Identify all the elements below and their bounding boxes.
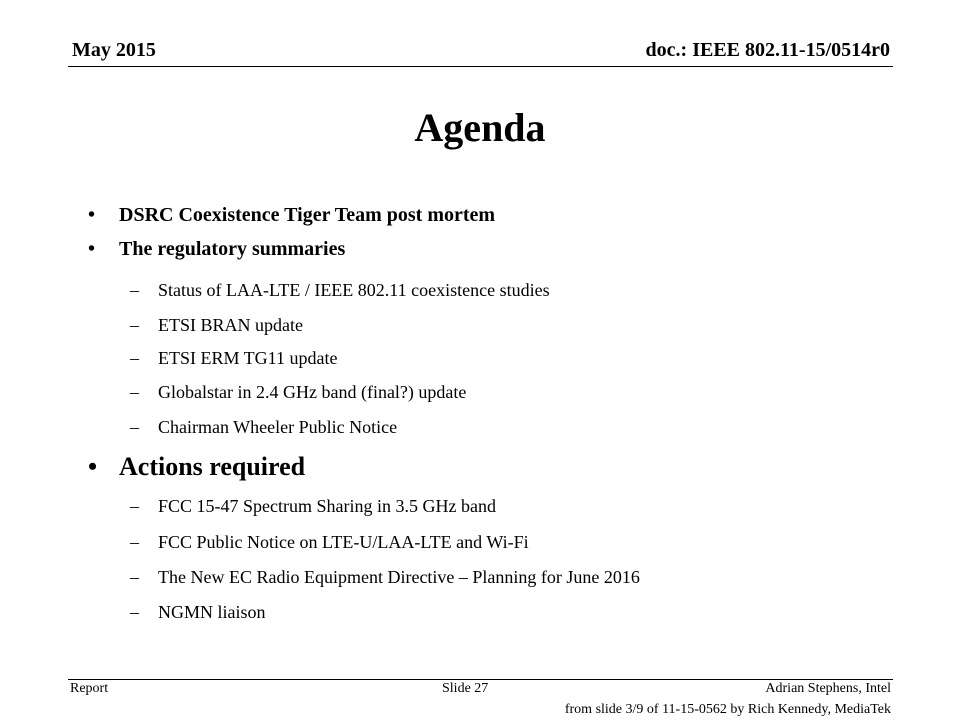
- bullet-marker: •: [88, 204, 96, 226]
- agenda-subitem-label: Chairman Wheeler Public Notice: [158, 417, 398, 437]
- footer-author: Adrian Stephens, Intel: [765, 681, 891, 696]
- agenda-subitem: [130, 494, 496, 518]
- agenda-subitem: [130, 415, 397, 439]
- agenda-subitem-label: The New EC Radio Equipment Directive – Planning for June 2016: [158, 567, 640, 587]
- agenda-item: [88, 236, 345, 262]
- agenda-subitem: [130, 278, 550, 302]
- agenda-subitem-label: NGMN liaison: [158, 602, 266, 622]
- agenda-subitem-label: Globalstar in 2.4 GHz band (final?) update: [158, 382, 467, 402]
- agenda-subitem: [130, 380, 466, 404]
- footer-report: Report: [70, 681, 109, 696]
- dash-marker: –: [130, 417, 139, 437]
- agenda-subitem-label: ETSI BRAN update: [158, 315, 303, 335]
- dash-marker: –: [130, 532, 139, 552]
- agenda-subitem-label: Status of LAA-LTE / IEEE 802.11 coexistence studies: [158, 280, 550, 300]
- dash-marker: –: [130, 280, 139, 300]
- dash-marker: –: [130, 348, 139, 368]
- agenda-subitem-label: FCC 15-47 Spectrum Sharing in 3.5 GHz band: [158, 496, 496, 516]
- agenda-subitem: [130, 530, 529, 554]
- footer-divider: [68, 679, 893, 680]
- slide-title: Agenda: [414, 105, 546, 150]
- agenda-item-label: DSRC Coexistence Tiger Team post mortem: [119, 204, 496, 226]
- agenda-item: [88, 450, 305, 484]
- bullet-marker: •: [88, 452, 98, 481]
- footer-source-note: from slide 3/9 of 11-15-0562 by Rich Kennedy, MediaTek: [564, 702, 891, 717]
- agenda-subitem: [130, 600, 266, 624]
- dash-marker: –: [130, 496, 139, 516]
- footer-slide-number: Slide 27: [442, 681, 489, 696]
- header-doc-id: doc.: IEEE 802.11-15/0514r0: [645, 39, 890, 61]
- dash-marker: –: [130, 567, 139, 587]
- header-date: May 2015: [72, 39, 156, 61]
- bullet-marker: •: [88, 238, 96, 260]
- agenda-subitem: [130, 313, 303, 337]
- dash-marker: –: [130, 382, 139, 402]
- agenda-subitem-label: ETSI ERM TG11 update: [158, 348, 338, 368]
- agenda-item-label: The regulatory summaries: [119, 238, 346, 260]
- dash-marker: –: [130, 602, 139, 622]
- agenda-item: [88, 202, 495, 228]
- agenda-subitem: [130, 346, 337, 370]
- dash-marker: –: [130, 315, 139, 335]
- agenda-subitem-label: FCC Public Notice on LTE-U/LAA-LTE and Wi-Fi: [158, 532, 529, 552]
- agenda-subitem: [130, 565, 640, 589]
- agenda-item-label: Actions required: [119, 452, 306, 481]
